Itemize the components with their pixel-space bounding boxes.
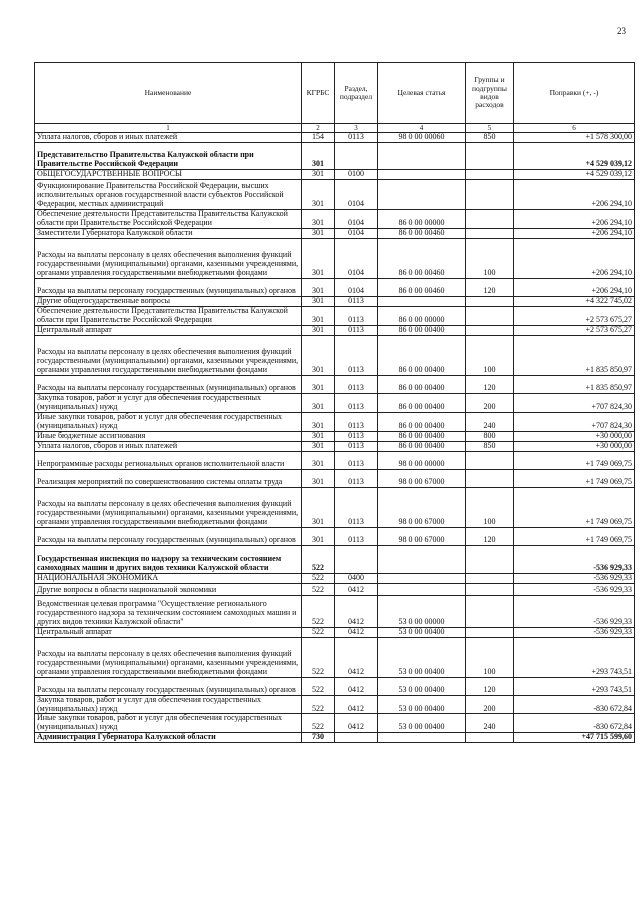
cell-name: Другие вопросы в области национальной экономики xyxy=(35,583,302,595)
cell-name: Заместители Губернатора Калужской области xyxy=(35,228,302,238)
column-number: 1 xyxy=(35,124,302,133)
cell-group: 200 xyxy=(466,393,514,412)
cell-target: 86 0 00 00400 xyxy=(378,431,466,441)
cell-group xyxy=(466,228,514,238)
cell-amount: +1 749 069,75 xyxy=(514,469,635,487)
header-section: Раздел, подраздел xyxy=(335,63,378,124)
column-number: 6 xyxy=(514,124,635,133)
cell-section: 0104 xyxy=(335,278,378,296)
cell-section: 0412 xyxy=(335,695,378,714)
cell-group xyxy=(466,595,514,627)
cell-name: Уплата налогов, сборов и иных платежей xyxy=(35,133,302,143)
cell-kgrbs: 301 xyxy=(302,238,335,278)
cell-name: Ведомственная целевая программа "Осуществление регионального государственного надзора за техническим состоянием самоходных машин и других видов техники Калужской области" xyxy=(35,595,302,627)
cell-section: 0412 xyxy=(335,627,378,637)
cell-target xyxy=(378,179,466,209)
cell-target: 86 0 00 00400 xyxy=(378,393,466,412)
cell-section: 0113 xyxy=(335,335,378,375)
cell-name: Администрация Губернатора Калужской области xyxy=(35,733,302,743)
cell-amount: +4 322 745,02 xyxy=(514,296,635,306)
table-row xyxy=(35,573,635,583)
table-row xyxy=(35,325,635,335)
cell-section: 0104 xyxy=(335,179,378,209)
cell-group: 120 xyxy=(466,375,514,393)
cell-amount: +1 749 069,75 xyxy=(514,487,635,527)
cell-group: 120 xyxy=(466,677,514,695)
table-row xyxy=(35,393,635,412)
cell-group xyxy=(466,325,514,335)
cell-kgrbs: 301 xyxy=(302,441,335,451)
table-row xyxy=(35,487,635,527)
cell-group xyxy=(466,545,514,573)
table-row xyxy=(35,733,635,743)
table-row xyxy=(35,209,635,228)
column-number: 4 xyxy=(378,124,466,133)
cell-name: Расходы на выплаты персоналу в целях обеспечения выполнения функций государственными (муниципальными) органами, казенными учреждениями, органами управления государственными внебюджетными фондами xyxy=(35,487,302,527)
cell-kgrbs: 301 xyxy=(302,412,335,431)
cell-name: Представительство Правительства Калужской области при Правительстве Российской Федерации xyxy=(35,142,302,169)
cell-name: Закупка товаров, работ и услуг для обеспечения государственных (муниципальных) нужд xyxy=(35,393,302,412)
cell-section: 0113 xyxy=(335,527,378,545)
cell-section: 0400 xyxy=(335,573,378,583)
cell-name: Центральный аппарат xyxy=(35,627,302,637)
cell-amount: +30 000,00 xyxy=(514,441,635,451)
cell-kgrbs: 301 xyxy=(302,325,335,335)
cell-name: Расходы на выплаты персоналу государственных (муниципальных) органов xyxy=(35,527,302,545)
cell-section: 0113 xyxy=(335,375,378,393)
cell-section: 0104 xyxy=(335,228,378,238)
cell-target: 86 0 00 00000 xyxy=(378,306,466,325)
cell-target: 86 0 00 00400 xyxy=(378,335,466,375)
header-amendment: Поправки (+, -) xyxy=(514,63,635,124)
cell-target: 86 0 00 00460 xyxy=(378,238,466,278)
cell-target: 53 0 00 00400 xyxy=(378,637,466,677)
cell-amount: -536 929,33 xyxy=(514,573,635,583)
table-row xyxy=(35,278,635,296)
column-number-row xyxy=(35,124,635,133)
cell-name: Иные закупки товаров, работ и услуг для обеспечения государственных (муниципальных) нужд xyxy=(35,714,302,733)
cell-name: Иные закупки товаров, работ и услуг для обеспечения государственных (муниципальных) нужд xyxy=(35,412,302,431)
cell-target: 53 0 00 00000 xyxy=(378,595,466,627)
cell-kgrbs: 522 xyxy=(302,573,335,583)
cell-section: 0113 xyxy=(335,393,378,412)
cell-kgrbs: 301 xyxy=(302,296,335,306)
cell-amount: +293 743,51 xyxy=(514,637,635,677)
cell-kgrbs: 301 xyxy=(302,169,335,179)
cell-group xyxy=(466,142,514,169)
cell-amount: -536 929,33 xyxy=(514,595,635,627)
cell-name: Расходы на выплаты персоналу в целях обеспечения выполнения функций государственными (муниципальными) органами, казенными учреждениями, органами управления государственными внебюджетными фондами xyxy=(35,238,302,278)
cell-target xyxy=(378,583,466,595)
cell-amount: +2 573 675,27 xyxy=(514,306,635,325)
cell-section: 0113 xyxy=(335,451,378,469)
cell-amount: +707 824,30 xyxy=(514,412,635,431)
table-row xyxy=(35,583,635,595)
cell-kgrbs: 522 xyxy=(302,583,335,595)
cell-name: ОБЩЕГОСУДАРСТВЕННЫЕ ВОПРОСЫ xyxy=(35,169,302,179)
cell-group: 850 xyxy=(466,133,514,143)
cell-kgrbs: 301 xyxy=(302,209,335,228)
cell-kgrbs: 154 xyxy=(302,133,335,143)
cell-name: Другие общегосударственные вопросы xyxy=(35,296,302,306)
cell-kgrbs: 301 xyxy=(302,335,335,375)
table-row xyxy=(35,296,635,306)
cell-name: Расходы на выплаты персоналу государственных (муниципальных) органов xyxy=(35,278,302,296)
cell-amount: +1 835 850,97 xyxy=(514,375,635,393)
cell-amount: +4 529 039,12 xyxy=(514,142,635,169)
header-name: Наименование xyxy=(35,63,302,124)
cell-section: 0412 xyxy=(335,583,378,595)
cell-amount: +206 294,10 xyxy=(514,179,635,209)
table-row xyxy=(35,306,635,325)
cell-target: 53 0 00 00400 xyxy=(378,714,466,733)
column-number: 5 xyxy=(466,124,514,133)
cell-amount: +293 743,51 xyxy=(514,677,635,695)
cell-name: Реализация мероприятий по совершенствованию системы оплаты труда xyxy=(35,469,302,487)
table-header xyxy=(35,63,635,133)
table-row xyxy=(35,527,635,545)
cell-group xyxy=(466,733,514,743)
cell-target: 98 0 00 00000 xyxy=(378,451,466,469)
table-row xyxy=(35,637,635,677)
table-row xyxy=(35,238,635,278)
cell-kgrbs: 301 xyxy=(302,527,335,545)
cell-amount: +707 824,30 xyxy=(514,393,635,412)
cell-kgrbs: 522 xyxy=(302,637,335,677)
cell-target: 86 0 00 00400 xyxy=(378,325,466,335)
cell-group: 240 xyxy=(466,714,514,733)
cell-group: 200 xyxy=(466,695,514,714)
cell-group: 100 xyxy=(466,335,514,375)
cell-section: 0113 xyxy=(335,441,378,451)
cell-amount: +206 294,10 xyxy=(514,228,635,238)
table-row xyxy=(35,142,635,169)
cell-group: 850 xyxy=(466,441,514,451)
cell-group: 120 xyxy=(466,527,514,545)
cell-section: 0104 xyxy=(335,209,378,228)
cell-kgrbs: 522 xyxy=(302,627,335,637)
cell-kgrbs: 301 xyxy=(302,393,335,412)
table-row xyxy=(35,441,635,451)
cell-name: Закупка товаров, работ и услуг для обеспечения государственных (муниципальных) нужд xyxy=(35,695,302,714)
cell-group: 100 xyxy=(466,487,514,527)
table-row xyxy=(35,469,635,487)
table-row xyxy=(35,133,635,143)
cell-group xyxy=(466,451,514,469)
table-row xyxy=(35,412,635,431)
table-row xyxy=(35,695,635,714)
cell-group: 800 xyxy=(466,431,514,441)
cell-section: 0113 xyxy=(335,325,378,335)
column-number: 2 xyxy=(302,124,335,133)
cell-section: 0113 xyxy=(335,306,378,325)
cell-kgrbs: 522 xyxy=(302,545,335,573)
cell-kgrbs: 522 xyxy=(302,695,335,714)
page-number: 23 xyxy=(617,26,626,36)
cell-group: 120 xyxy=(466,278,514,296)
cell-target xyxy=(378,573,466,583)
cell-group xyxy=(466,296,514,306)
cell-target: 98 0 00 67000 xyxy=(378,469,466,487)
cell-amount: -536 929,33 xyxy=(514,545,635,573)
cell-section: 0412 xyxy=(335,637,378,677)
cell-name: НАЦИОНАЛЬНАЯ ЭКОНОМИКА xyxy=(35,573,302,583)
header-kgrbs: КГРБС xyxy=(302,63,335,124)
cell-name: Обеспечение деятельности Представительства Правительства Калужской области при Правительстве Российской Федерации xyxy=(35,306,302,325)
cell-section xyxy=(335,545,378,573)
cell-target: 86 0 00 00400 xyxy=(378,375,466,393)
cell-group xyxy=(466,627,514,637)
cell-kgrbs: 301 xyxy=(302,278,335,296)
cell-section: 0113 xyxy=(335,431,378,441)
cell-section xyxy=(335,142,378,169)
cell-kgrbs: 301 xyxy=(302,451,335,469)
table-row xyxy=(35,627,635,637)
cell-target xyxy=(378,169,466,179)
cell-section: 0104 xyxy=(335,238,378,278)
cell-group xyxy=(466,469,514,487)
cell-target xyxy=(378,296,466,306)
table-row xyxy=(35,169,635,179)
cell-kgrbs: 301 xyxy=(302,179,335,209)
cell-group xyxy=(466,306,514,325)
cell-section: 0100 xyxy=(335,169,378,179)
cell-target: 98 0 00 67000 xyxy=(378,527,466,545)
cell-target: 98 0 00 67000 xyxy=(378,487,466,527)
cell-amount: +4 529 039,12 xyxy=(514,169,635,179)
cell-group xyxy=(466,169,514,179)
cell-amount: +1 749 069,75 xyxy=(514,451,635,469)
cell-section xyxy=(335,733,378,743)
cell-target: 98 0 00 00060 xyxy=(378,133,466,143)
cell-target: 86 0 00 00000 xyxy=(378,209,466,228)
cell-name: Иные бюджетные ассигнования xyxy=(35,431,302,441)
cell-group xyxy=(466,179,514,209)
cell-amount: +206 294,10 xyxy=(514,278,635,296)
cell-group: 240 xyxy=(466,412,514,431)
cell-amount: +2 573 675,27 xyxy=(514,325,635,335)
cell-amount: -536 929,33 xyxy=(514,583,635,595)
cell-target xyxy=(378,545,466,573)
cell-section: 0412 xyxy=(335,677,378,695)
cell-amount: -830 672,84 xyxy=(514,714,635,733)
cell-amount: +47 715 599,60 xyxy=(514,733,635,743)
cell-kgrbs: 301 xyxy=(302,142,335,169)
cell-section: 0412 xyxy=(335,595,378,627)
cell-target xyxy=(378,142,466,169)
cell-target: 53 0 00 00400 xyxy=(378,695,466,714)
cell-kgrbs: 730 xyxy=(302,733,335,743)
table-row xyxy=(35,228,635,238)
cell-kgrbs: 301 xyxy=(302,228,335,238)
cell-group xyxy=(466,583,514,595)
cell-amount: +30 000,00 xyxy=(514,431,635,441)
table-row xyxy=(35,179,635,209)
cell-kgrbs: 301 xyxy=(302,306,335,325)
table-body xyxy=(35,133,635,743)
cell-name: Расходы на выплаты персоналу государственных (муниципальных) органов xyxy=(35,375,302,393)
table-row xyxy=(35,714,635,733)
budget-amendments-table xyxy=(34,62,635,743)
table-row xyxy=(35,375,635,393)
cell-kgrbs: 301 xyxy=(302,431,335,441)
cell-group xyxy=(466,209,514,228)
cell-section: 0412 xyxy=(335,714,378,733)
cell-group xyxy=(466,573,514,583)
cell-section: 0113 xyxy=(335,296,378,306)
cell-group: 100 xyxy=(466,637,514,677)
header-target: Целевая статья xyxy=(378,63,466,124)
table-row xyxy=(35,451,635,469)
cell-target: 53 0 00 00400 xyxy=(378,627,466,637)
column-number: 3 xyxy=(335,124,378,133)
cell-target: 86 0 00 00400 xyxy=(378,441,466,451)
cell-target: 86 0 00 00460 xyxy=(378,228,466,238)
cell-name: Расходы на выплаты персоналу государственных (муниципальных) органов xyxy=(35,677,302,695)
cell-section: 0113 xyxy=(335,133,378,143)
table-row xyxy=(35,431,635,441)
cell-group: 100 xyxy=(466,238,514,278)
cell-amount: +1 835 850,97 xyxy=(514,335,635,375)
cell-name: Уплата налогов, сборов и иных платежей xyxy=(35,441,302,451)
cell-name: Государственная инспекция по надзору за техническим состоянием самоходных машин и других видов техники Калужской области xyxy=(35,545,302,573)
cell-name: Расходы на выплаты персоналу в целях обеспечения выполнения функций государственными (муниципальными) органами, казенными учреждениями, органами управления государственными внебюджетными фондами xyxy=(35,637,302,677)
cell-kgrbs: 522 xyxy=(302,714,335,733)
cell-target: 53 0 00 00400 xyxy=(378,677,466,695)
cell-amount: +1 749 069,75 xyxy=(514,527,635,545)
cell-amount: +206 294,10 xyxy=(514,209,635,228)
cell-target xyxy=(378,733,466,743)
header-group: Группы и подгруппы видов расходов xyxy=(466,63,514,124)
cell-kgrbs: 301 xyxy=(302,375,335,393)
cell-name: Центральный аппарат xyxy=(35,325,302,335)
cell-name: Непрограммные расходы региональных органов исполнительной власти xyxy=(35,451,302,469)
cell-section: 0113 xyxy=(335,469,378,487)
cell-name: Расходы на выплаты персоналу в целях обеспечения выполнения функций государственными (муниципальными) органами, казенными учреждениями, органами управления государственными внебюджетными фондами xyxy=(35,335,302,375)
cell-name: Функционирование Правительства Российской Федерации, высших исполнительных органов государственной власти субъектов Российской Федерации, местных администраций xyxy=(35,179,302,209)
cell-name: Обеспечение деятельности Представительства Правительства Калужской области при Правительстве Российской Федерации xyxy=(35,209,302,228)
cell-kgrbs: 522 xyxy=(302,595,335,627)
cell-target: 86 0 00 00400 xyxy=(378,412,466,431)
table-row xyxy=(35,595,635,627)
cell-target: 86 0 00 00460 xyxy=(378,278,466,296)
cell-kgrbs: 301 xyxy=(302,469,335,487)
table-row xyxy=(35,545,635,573)
cell-section: 0113 xyxy=(335,412,378,431)
cell-kgrbs: 301 xyxy=(302,487,335,527)
cell-kgrbs: 522 xyxy=(302,677,335,695)
cell-section: 0113 xyxy=(335,487,378,527)
table-row xyxy=(35,335,635,375)
cell-amount: -830 672,84 xyxy=(514,695,635,714)
table-row xyxy=(35,677,635,695)
cell-amount: -536 929,33 xyxy=(514,627,635,637)
cell-amount: +206 294,10 xyxy=(514,238,635,278)
cell-amount: +1 578 300,00 xyxy=(514,133,635,143)
